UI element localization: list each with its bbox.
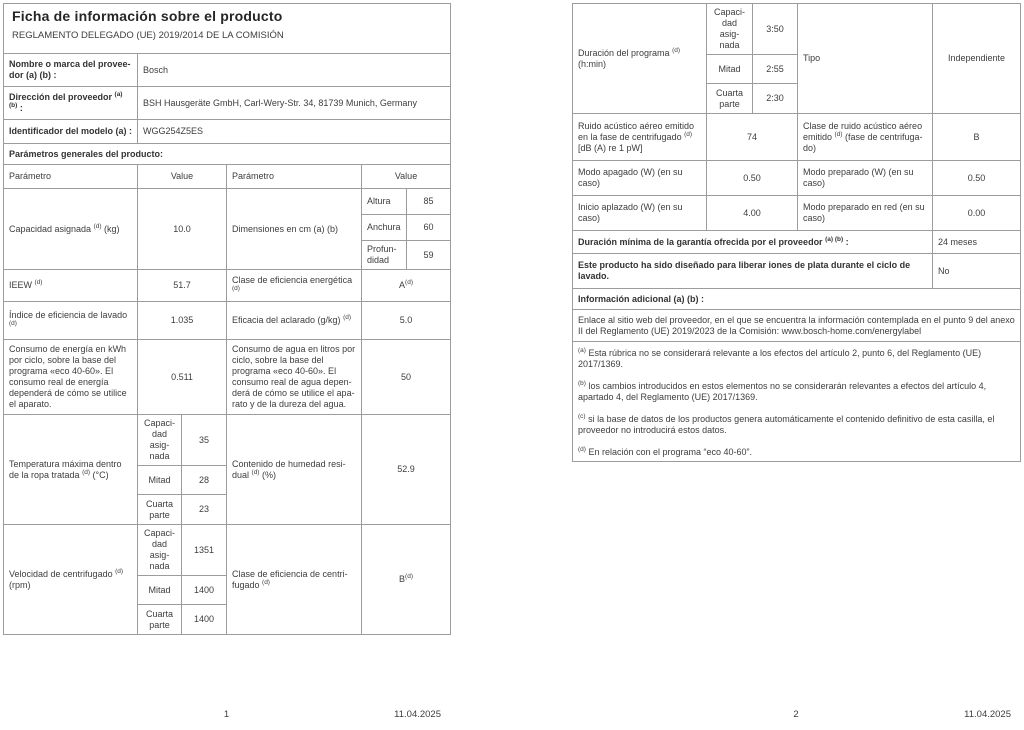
label-text: Ruido acústico aéreo emitido en la fase de centrifugado	[578, 120, 695, 142]
page2-number: 2	[793, 709, 799, 720]
footnote-marker: (a)	[578, 347, 586, 354]
duration-rated-label: Capacidad asignada	[707, 4, 753, 55]
energy-class-value	[362, 270, 451, 302]
footnote-text: Esta rúbrica no se considerará relevante a los efectos del artículo 2, punto 6, del Reglamento (UE) 2017/1369.	[578, 348, 982, 369]
type-label: Tipo	[798, 4, 933, 114]
spin-speed-half-value: 1400	[182, 576, 227, 605]
footnote-marker: (d)	[262, 578, 270, 586]
residual-humidity-value: 52.9	[362, 415, 451, 525]
spin-speed-quarter-label: Cuarta parte	[138, 605, 182, 635]
off-mode-value: 0.50	[707, 161, 798, 196]
page1-number: 1	[223, 709, 230, 720]
header-value-right: Value	[362, 165, 451, 189]
label-text: Contenido de humedad residual	[232, 458, 346, 480]
ieew-value: 51.7	[138, 270, 227, 302]
label-text: Dirección del proveedor	[9, 92, 115, 102]
model-id-value: WGG254Z5ES	[138, 120, 451, 144]
label-text: Eficacia del aclarado (g/kg)	[232, 315, 344, 325]
value-text: B	[399, 574, 406, 584]
header-param-left: Parámetro	[4, 165, 138, 189]
max-temp-half-value: 28	[182, 466, 227, 495]
footnote-d	[578, 447, 1015, 458]
footnote-marker: (d)	[834, 130, 843, 138]
label-text: Clase de eficiencia energética	[232, 274, 353, 285]
max-temp-rated-value: 35	[182, 415, 227, 466]
warranty-value: 24 meses	[933, 231, 1021, 254]
dimensions-label: Dimensiones en cm (a) (b)	[227, 189, 362, 270]
delayed-start-label: Inicio aplazado (W) (en su caso)	[573, 196, 707, 231]
footnote-text: En relación con el programa “eco 40-60”.	[585, 447, 753, 457]
supplier-name-label: Nombre o marca del proveedor (a) (b) :	[4, 54, 138, 87]
general-parameters-heading: Parámetros generales del producto:	[4, 144, 451, 165]
program-duration-label	[573, 4, 707, 114]
label-text: Clase de ruido acústico aéreo emitido	[803, 120, 923, 142]
spin-speed-rated-value: 1351	[182, 525, 227, 576]
product-fiche-page2	[572, 3, 1021, 462]
label-text: (rpm)	[9, 579, 31, 590]
footnote-marker: (b)	[578, 380, 586, 387]
duration-half-label: Mitad	[707, 55, 753, 84]
model-id-label: Identificador del modelo (a) :	[4, 120, 138, 144]
capacity-label	[4, 189, 138, 270]
spin-speed-quarter-value: 1400	[182, 605, 227, 635]
duration-quarter-label: Cuarta parte	[707, 84, 753, 114]
page2-date: 11.04.2025	[964, 709, 1011, 720]
footnote-marker: (d)	[672, 46, 681, 54]
supplier-name-value: Bosch	[138, 54, 451, 87]
footnote-marker: (d)	[232, 284, 240, 292]
footnote-marker: (d)	[343, 314, 352, 321]
footnote-marker: (d)	[9, 319, 17, 327]
spin-speed-label	[4, 525, 138, 635]
header-value-left: Value	[138, 165, 227, 189]
networked-standby-value: 0.00	[933, 196, 1021, 231]
rinse-value: 5.0	[362, 302, 451, 340]
label-text: Velocidad de centrifugado	[9, 568, 116, 579]
noise-value: 74	[707, 114, 798, 161]
duration-rated-value: 3:50	[753, 4, 798, 55]
delayed-start-value: 4.00	[707, 196, 798, 231]
capacity-value: 10.0	[138, 189, 227, 270]
silver-ions-value: No	[933, 254, 1021, 289]
max-temp-rated-label: Capacidad asignada	[138, 415, 182, 466]
spin-class-value	[362, 525, 451, 635]
dimension-width-label: Anchura	[362, 215, 407, 241]
label-text: [dB (A) re 1 pW]	[578, 142, 643, 153]
footnote-a	[578, 348, 1015, 370]
supplier-address-label	[4, 87, 138, 120]
label-text: IEEW	[9, 280, 35, 290]
footnote-c	[578, 414, 1015, 436]
label-text: :	[17, 103, 23, 113]
wash-index-label	[4, 302, 138, 340]
footnote-marker: (d)	[93, 222, 102, 230]
label-text: Clase de eficiencia de centrifugado	[232, 568, 348, 590]
footnote-marker: (d)	[251, 468, 260, 476]
spin-class-label	[227, 525, 362, 635]
footnote-marker: (a) (b)	[9, 91, 123, 109]
regulation-subtitle: REGLAMENTO DELEGADO (UE) 2019/2014 DE LA COMISIÓN	[12, 30, 284, 41]
footnote-text: los cambios introducidos en estos elementos no se considerarán relevantes a efectos del artículo 4, apartado 4, del Reglamento (UE) 2017/1369.	[578, 381, 987, 402]
silver-ions-label: Este producto ha sido diseñado para liberar iones de plata durante el ciclo de lavado.	[573, 254, 933, 289]
type-value: Independiente	[933, 4, 1021, 114]
warranty-label	[573, 231, 933, 254]
footnote-marker: (a) (b)	[825, 235, 844, 243]
label-text: (fase de centrifugado)	[803, 131, 923, 153]
label-text: Duración del programa	[578, 47, 673, 58]
dimension-height-label: Altura	[362, 189, 407, 215]
duration-half-value: 2:55	[753, 55, 798, 84]
footnotes-cell	[573, 342, 1021, 462]
noise-label	[573, 114, 707, 161]
residual-humidity-label	[227, 415, 362, 525]
label-text: :	[843, 236, 849, 247]
footnote-marker: (d)	[34, 279, 43, 286]
wash-index-value: 1.035	[138, 302, 227, 340]
footnote-marker: (d)	[405, 573, 413, 580]
rinse-label	[227, 302, 362, 340]
additional-info-heading: Información adicional (a) (b) :	[573, 289, 1021, 310]
off-mode-label: Modo apagado (W) (en su caso)	[573, 161, 707, 196]
max-temp-label	[4, 415, 138, 525]
footnote-marker: (d)	[115, 567, 124, 575]
title-cell	[4, 4, 451, 54]
footnote-text: si la base de datos de los productos genera automáticamente el contenido definitivo de esta casilla, el proveedor no introducirá estos datos.	[578, 414, 995, 435]
max-temp-quarter-label: Cuarta parte	[138, 495, 182, 525]
footnote-marker: (c)	[578, 413, 586, 420]
label-text: Índice de eficiencia de lavado	[9, 309, 128, 320]
label-text: Capacidad asignada	[9, 223, 94, 234]
energy-consumption-label: Consumo de energía en kWh por ciclo, sobre la base del programa «eco 40-60». El consumo real de energía dependerá de cómo se utilice el aparato.	[4, 340, 138, 415]
footnote-marker: (d)	[405, 279, 413, 286]
label-text: Duración mínima de la garantía ofrecida por el proveedor	[578, 236, 826, 247]
ieew-label	[4, 270, 138, 302]
page1-date: 11.04.2025	[394, 709, 441, 720]
label-text: (%)	[259, 469, 276, 480]
standby-mode-label: Modo preparado (W) (en su caso)	[798, 161, 933, 196]
max-temp-half-label: Mitad	[138, 466, 182, 495]
product-fiche-page1	[3, 3, 451, 635]
spin-speed-rated-label: Capacidad asignada	[138, 525, 182, 576]
footnote-b	[578, 381, 1015, 403]
duration-quarter-value: 2:30	[753, 84, 798, 114]
supplier-website-text: Enlace al sitio web del proveedor, en el que se encuentra la información contemplada en el punto 9 del anexo II del Reglamento (UE) 2019/2023 de la Comisión: www.bosch-home.com/energylabel	[573, 310, 1021, 342]
label-text: Temperatura máxima dentro de la ropa tratada	[9, 458, 122, 480]
page-title: Ficha de información sobre el producto	[12, 8, 283, 24]
spin-speed-half-label: Mitad	[138, 576, 182, 605]
footnote-marker: (d)	[578, 446, 586, 453]
dimension-depth-label: Profundidad	[362, 241, 407, 270]
dimension-width-value: 60	[407, 215, 451, 241]
water-consumption-label: Consumo de agua en litros por ciclo, sobre la base del programa «eco 40-60». El consumo real de agua dependerá de cómo se utilice el aparato y de la dureza del agua.	[227, 340, 362, 415]
footnote-marker: (d)	[82, 468, 91, 476]
label-text: (kg)	[101, 223, 120, 234]
value-text: A	[399, 280, 406, 290]
footnote-marker: (d)	[684, 130, 693, 138]
label-text: (°C)	[90, 469, 109, 480]
water-consumption-value: 50	[362, 340, 451, 415]
networked-standby-label: Modo preparado en red (en su caso)	[798, 196, 933, 231]
energy-consumption-value: 0.511	[138, 340, 227, 415]
dimension-height-value: 85	[407, 189, 451, 215]
label-text: (h:min)	[578, 58, 607, 69]
standby-mode-value: 0.50	[933, 161, 1021, 196]
supplier-address-value: BSH Hausgeräte GmbH, Carl-Wery-Str. 34, 81739 Munich, Germany	[138, 87, 451, 120]
noise-class-label	[798, 114, 933, 161]
max-temp-quarter-value: 23	[182, 495, 227, 525]
energy-class-label	[227, 270, 362, 302]
noise-class-value: B	[933, 114, 1021, 161]
header-param-right: Parámetro	[227, 165, 362, 189]
dimension-depth-value: 59	[407, 241, 451, 270]
